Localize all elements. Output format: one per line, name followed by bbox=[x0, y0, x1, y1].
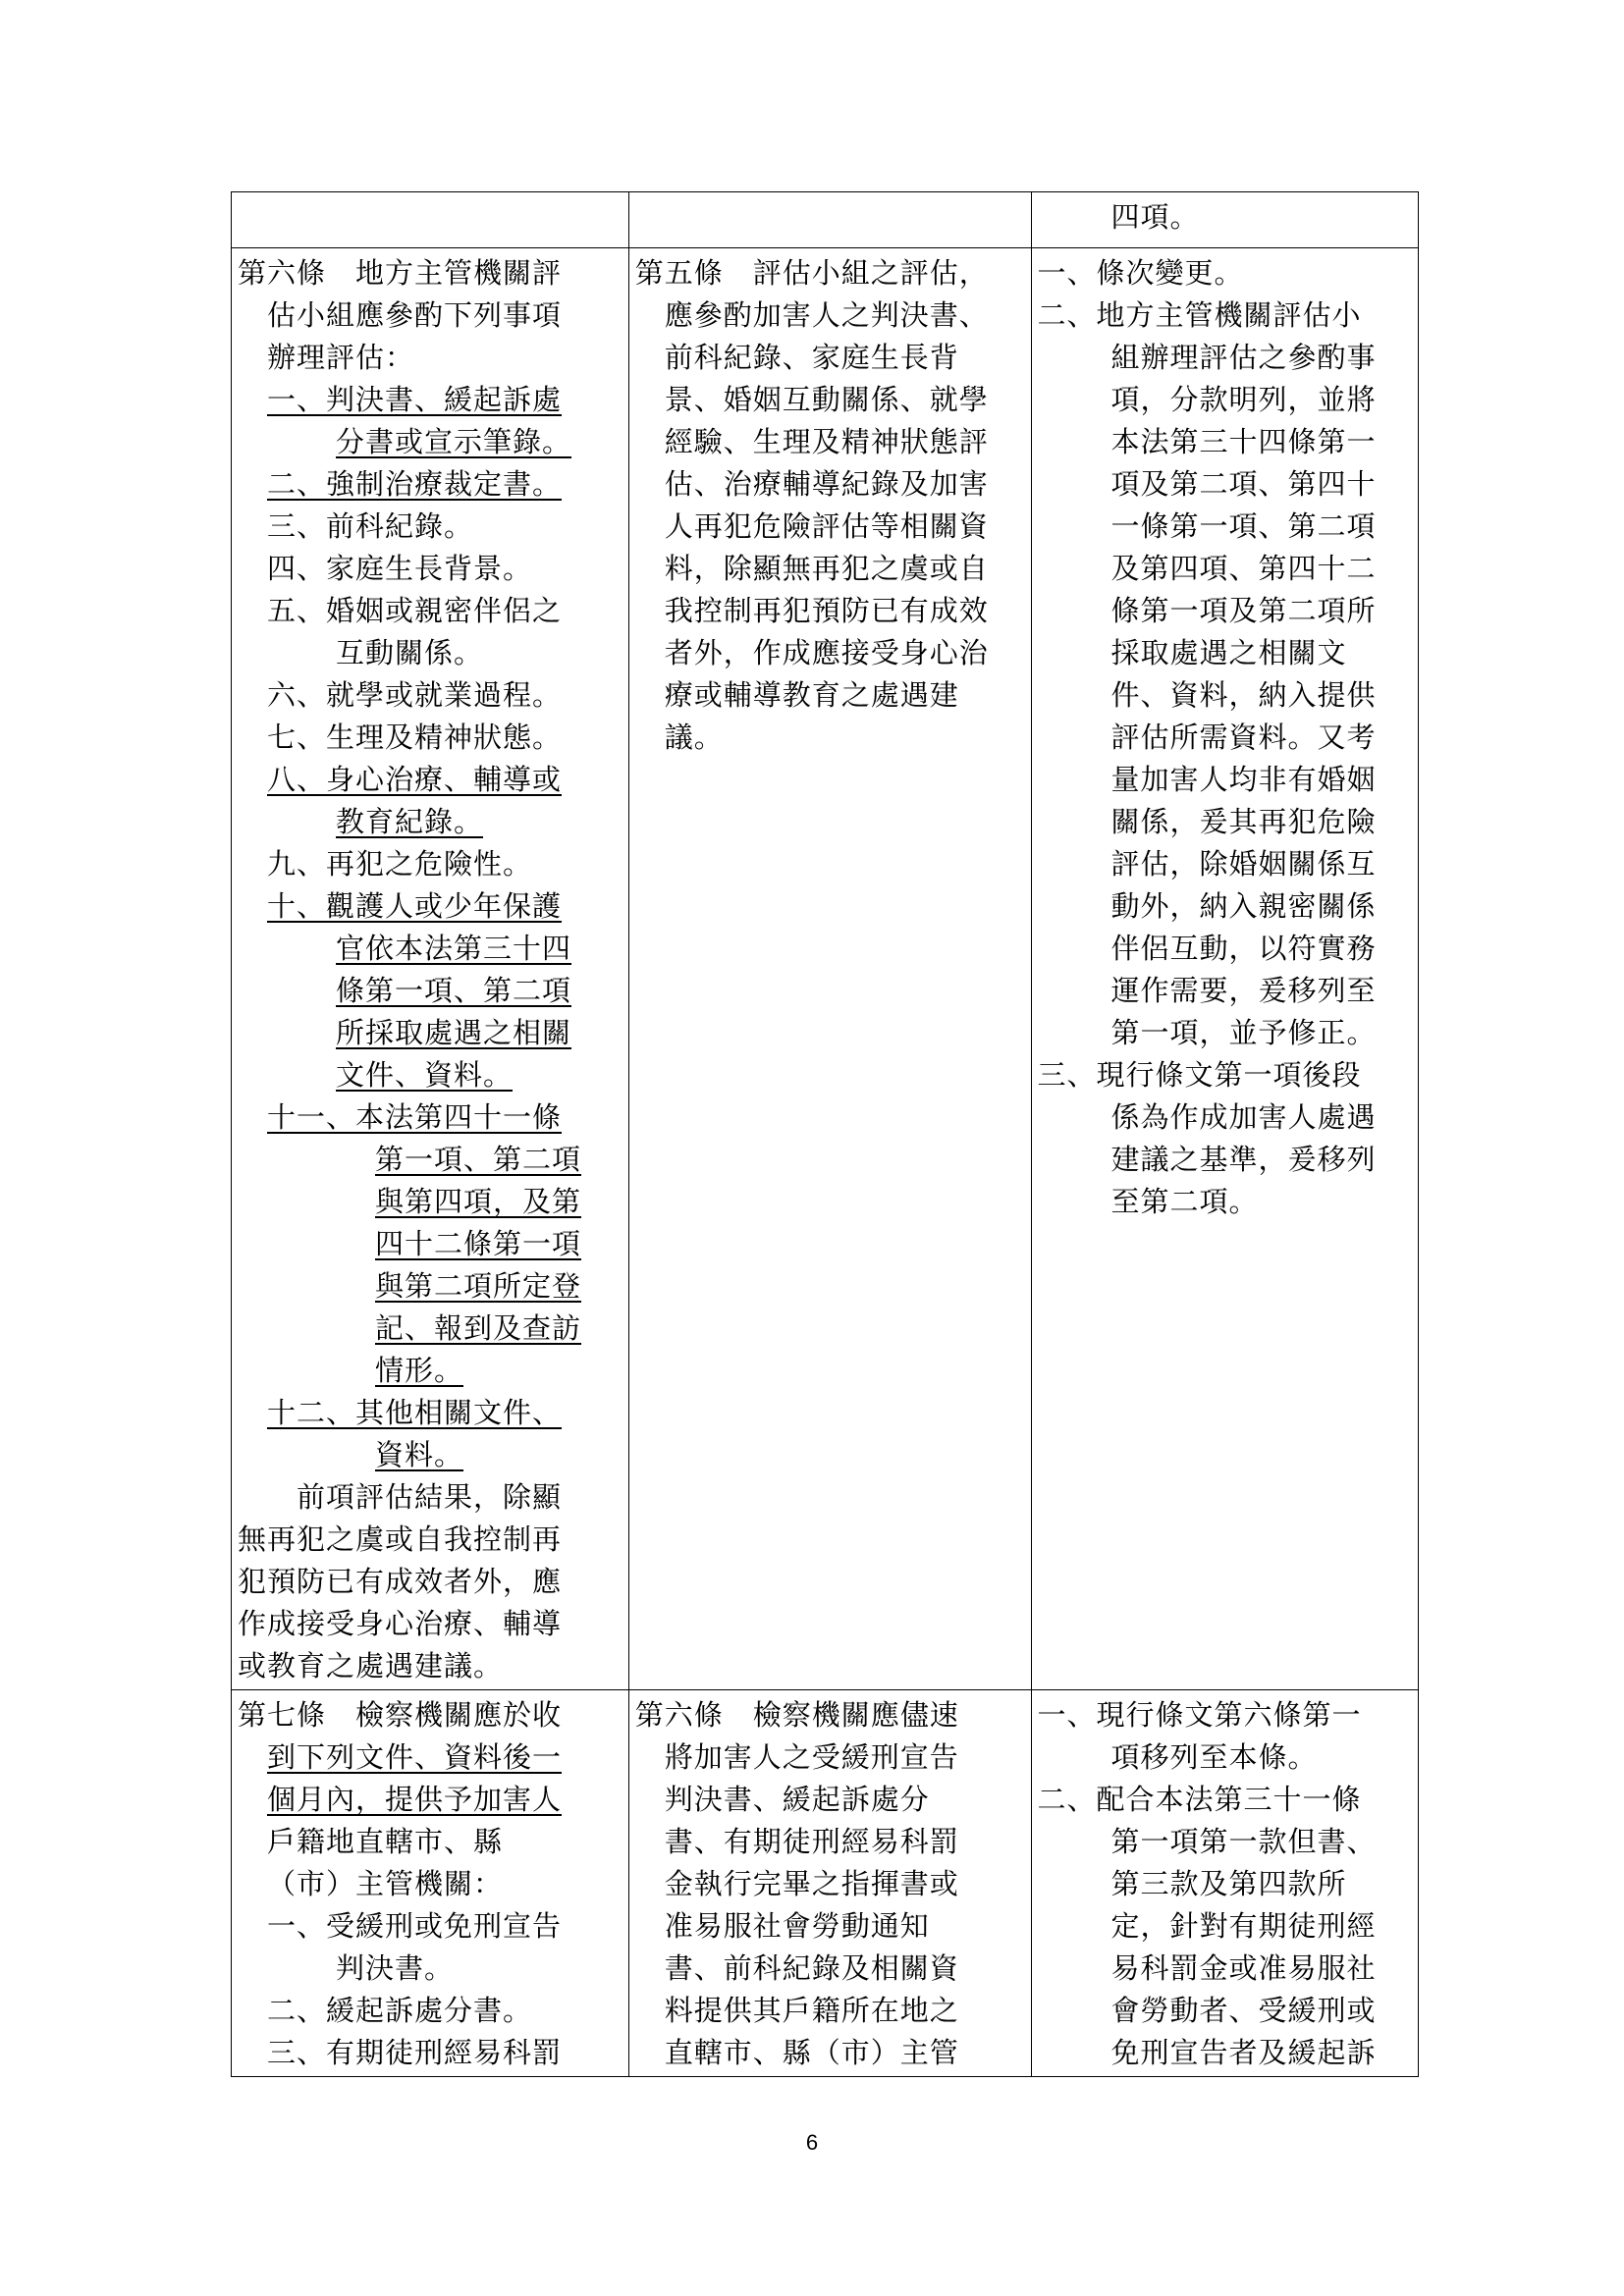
text-span: 一、現行條文第六條第一 bbox=[1037, 1698, 1362, 1732]
text-line bbox=[1038, 1054, 1412, 1096]
text-line bbox=[635, 1736, 1025, 1779]
text-span: 與第二項所定登 bbox=[375, 1269, 582, 1303]
text-span: 我控制再犯預防已有成效 bbox=[664, 594, 989, 627]
text-line bbox=[238, 1181, 623, 1223]
text-span: 建議之基準，爰移列 bbox=[1110, 1143, 1377, 1176]
text-span: 第一項，並予修正。 bbox=[1110, 1016, 1377, 1049]
text-span: 七、生理及精神狀態。 bbox=[267, 721, 563, 754]
cell-current-article-6 bbox=[628, 1690, 1031, 2077]
text-line bbox=[1038, 632, 1412, 674]
cell-current-empty bbox=[628, 192, 1031, 248]
text-line bbox=[1038, 1736, 1412, 1779]
text-line bbox=[1038, 1863, 1412, 1905]
text-span: 二、地方主管機關評估小 bbox=[1037, 298, 1362, 332]
text-span: 書、有期徒刑經易科罰 bbox=[664, 1825, 959, 1858]
text-span: 九、再犯之危險性。 bbox=[267, 847, 533, 881]
text-line bbox=[238, 1603, 623, 1645]
text-line bbox=[238, 548, 623, 590]
cell-explanation-article-6 bbox=[1031, 248, 1418, 1690]
text-line bbox=[1038, 928, 1412, 970]
text-span: 免刑宣告者及緩起訴 bbox=[1110, 2036, 1377, 2069]
text-line bbox=[238, 717, 623, 759]
page-number: 6 bbox=[805, 2130, 819, 2155]
text-span: 十、觀護人或少年保護 bbox=[267, 889, 563, 923]
text-line bbox=[1038, 1012, 1412, 1054]
text-line bbox=[238, 1096, 623, 1139]
text-line bbox=[635, 548, 1025, 590]
text-span: 運作需要，爰移列至 bbox=[1110, 974, 1377, 1007]
text-line bbox=[635, 294, 1025, 337]
table-row-article-7 bbox=[232, 1690, 1419, 2077]
text-line bbox=[1038, 590, 1412, 632]
text-span: 將加害人之受緩刑宣告 bbox=[664, 1740, 959, 1774]
text-line bbox=[238, 1779, 623, 1821]
text-span: 辦理評估： bbox=[267, 341, 415, 374]
text-span: 或教育之處遇建議。 bbox=[238, 1649, 504, 1682]
text-span: 六、就學或就業過程。 bbox=[267, 678, 563, 712]
text-span: 判決書。 bbox=[336, 1951, 455, 1985]
text-line bbox=[635, 1990, 1025, 2032]
text-span: 第一項第一款但書、 bbox=[1110, 1825, 1377, 1858]
text-line bbox=[1038, 379, 1412, 421]
text-line bbox=[1038, 337, 1412, 379]
text-span: 定，針對有期徒刑經 bbox=[1110, 1909, 1377, 1943]
text-line bbox=[1038, 970, 1412, 1012]
text-line bbox=[238, 1694, 623, 1736]
text-span: 無再犯之虞或自我控制再 bbox=[238, 1522, 563, 1556]
text-line bbox=[1038, 1779, 1412, 1821]
text-span: 所採取處遇之相關 bbox=[336, 1016, 572, 1049]
text-span: 官依本法第三十四 bbox=[336, 932, 572, 965]
text-span: 判決書、緩起訴處分 bbox=[664, 1783, 930, 1816]
text-span: 二、強制治療裁定書。 bbox=[267, 467, 563, 501]
text-span: 項，分款明列，並將 bbox=[1110, 383, 1377, 416]
text-span: 會勞動者、受緩刑或 bbox=[1110, 1994, 1377, 2027]
text-span: 第一項、第二項 bbox=[375, 1143, 582, 1176]
text-line bbox=[635, 674, 1025, 717]
text-line bbox=[1038, 1948, 1412, 1990]
text-line bbox=[238, 928, 623, 970]
text-span: 一、判決書、緩起訴處 bbox=[267, 383, 563, 416]
text-line bbox=[238, 506, 623, 548]
text-span: 第三款及第四款所 bbox=[1110, 1867, 1347, 1900]
text-line bbox=[238, 801, 623, 843]
text-span: 係為作成加害人處遇 bbox=[1110, 1100, 1377, 1134]
text-line bbox=[238, 2032, 623, 2074]
text-span: 第六條 地方主管機關評 bbox=[238, 256, 563, 290]
text-line bbox=[238, 632, 623, 674]
text-line bbox=[1038, 717, 1412, 759]
text-span: 療或輔導教育之處遇建 bbox=[664, 678, 959, 712]
text-line bbox=[635, 1821, 1025, 1863]
text-line bbox=[635, 717, 1025, 759]
text-span: 十二、其他相關文件、 bbox=[267, 1396, 563, 1429]
text-line bbox=[1038, 252, 1412, 294]
cell-amended-article-7 bbox=[232, 1690, 629, 2077]
text-line bbox=[1038, 674, 1412, 717]
text-span: 動外，納入親密關係 bbox=[1110, 889, 1377, 923]
text-span: 前科紀錄、家庭生長背 bbox=[664, 341, 959, 374]
text-span: 易科罰金或准易服社 bbox=[1110, 1951, 1377, 1985]
text-span: 戶籍地直轄市、縣 bbox=[267, 1825, 504, 1858]
text-span: 八、身心治療、輔導或 bbox=[267, 763, 563, 796]
text-span: 本法第三十四條第一 bbox=[1110, 425, 1377, 458]
text-line bbox=[238, 463, 623, 506]
text-line bbox=[238, 590, 623, 632]
text-span: 者外，作成應接受身心治 bbox=[664, 636, 989, 669]
cell-explanation-article-7 bbox=[1031, 1690, 1418, 2077]
text-line bbox=[1038, 506, 1412, 548]
text-span: （市）主管機關： bbox=[267, 1867, 504, 1900]
text-span: 十一、本法第四十一條 bbox=[267, 1100, 563, 1134]
text-span: 犯預防已有成效者外，應 bbox=[238, 1565, 563, 1598]
text-span: 組辦理評估之參酌事 bbox=[1110, 341, 1377, 374]
text-span: 一、條次變更。 bbox=[1037, 256, 1244, 290]
text-span: 資料。 bbox=[375, 1438, 464, 1471]
text-line bbox=[238, 1905, 623, 1948]
text-line bbox=[238, 1054, 623, 1096]
text-span: 景、婚姻互動關係、就學 bbox=[664, 383, 989, 416]
table-row-article-6 bbox=[232, 248, 1419, 1690]
text-line bbox=[238, 674, 623, 717]
text-line bbox=[238, 1012, 623, 1054]
comparison-table bbox=[231, 191, 1419, 2077]
text-line bbox=[238, 337, 623, 379]
text-span: 到下列文件、資料後一 bbox=[267, 1740, 563, 1774]
text-span: 作成接受身心治療、輔導 bbox=[238, 1607, 563, 1640]
text-line bbox=[635, 1863, 1025, 1905]
text-line bbox=[238, 1434, 623, 1476]
text-line bbox=[1038, 843, 1412, 885]
table-row-continuation bbox=[232, 192, 1419, 248]
text-span: 及第四項、第四十二 bbox=[1110, 552, 1377, 585]
text-line bbox=[238, 759, 623, 801]
text-line bbox=[635, 252, 1025, 294]
text-span: 文件、資料。 bbox=[336, 1058, 514, 1092]
text-span: 二、緩起訴處分書。 bbox=[267, 1994, 533, 2027]
text-span: 准易服社會勞動通知 bbox=[664, 1909, 930, 1943]
text-span: 金執行完畢之指揮書或 bbox=[664, 1867, 959, 1900]
text-span: 評估所需資料。又考 bbox=[1110, 721, 1377, 754]
text-span: 經驗、生理及精神狀態評 bbox=[664, 425, 989, 458]
text-line bbox=[635, 632, 1025, 674]
text-span: 記、報到及查訪 bbox=[375, 1311, 582, 1345]
text-span: 情形。 bbox=[375, 1354, 464, 1387]
cell-explanation-continued bbox=[1031, 192, 1418, 248]
text-span: 二、配合本法第三十一條 bbox=[1037, 1783, 1362, 1816]
text-span: 至第二項。 bbox=[1110, 1185, 1259, 1218]
text-line bbox=[238, 1519, 623, 1561]
text-line bbox=[635, 590, 1025, 632]
text-span: 前項評估結果，除顯 bbox=[267, 1480, 563, 1514]
text-line bbox=[635, 379, 1025, 421]
text-line bbox=[1038, 1905, 1412, 1948]
text-line bbox=[238, 1392, 623, 1434]
cell-current-article-5 bbox=[628, 248, 1031, 1690]
text-span: 估、治療輔導紀錄及加害 bbox=[664, 467, 989, 501]
text-line bbox=[238, 885, 623, 928]
text-span: 項及第二項、第四十 bbox=[1110, 467, 1377, 501]
text-line bbox=[238, 1645, 623, 1687]
text-span: 三、有期徒刑經易科罰 bbox=[267, 2036, 563, 2069]
text-line bbox=[238, 1821, 623, 1863]
text-span: 四十二條第一項 bbox=[375, 1227, 582, 1260]
text-line bbox=[635, 1779, 1025, 1821]
text-line bbox=[238, 379, 623, 421]
text-span: 三、現行條文第一項後段 bbox=[1037, 1058, 1362, 1092]
text-span: 第六條 檢察機關應儘速 bbox=[634, 1698, 959, 1732]
text-line bbox=[1038, 294, 1412, 337]
text-line bbox=[238, 1990, 623, 2032]
text-line bbox=[238, 294, 623, 337]
text-span: 第七條 檢察機關應於收 bbox=[238, 1698, 563, 1732]
text-span: 五、婚姻或親密伴侶之 bbox=[267, 594, 563, 627]
text-span: 件、資料，納入提供 bbox=[1110, 678, 1377, 712]
text-span: 量加害人均非有婚姻 bbox=[1110, 763, 1377, 796]
text-span: 料，除顯無再犯之虞或自 bbox=[664, 552, 989, 585]
explanation-line: 四項。 bbox=[1110, 200, 1200, 234]
text-line bbox=[238, 1948, 623, 1990]
text-line bbox=[1038, 463, 1412, 506]
text-line bbox=[1038, 1181, 1412, 1223]
text-span: 條第一項、第二項 bbox=[336, 974, 572, 1007]
text-line bbox=[238, 252, 623, 294]
text-line bbox=[1038, 1990, 1412, 2032]
text-line bbox=[238, 421, 623, 463]
text-line bbox=[238, 1223, 623, 1265]
text-span: 人再犯危險評估等相關資 bbox=[664, 509, 989, 543]
text-line bbox=[635, 1694, 1025, 1736]
text-span: 項移列至本條。 bbox=[1110, 1740, 1318, 1774]
text-line bbox=[238, 1863, 623, 1905]
text-line bbox=[238, 1139, 623, 1181]
text-line bbox=[238, 1308, 623, 1350]
text-span: 一條第一項、第二項 bbox=[1110, 509, 1377, 543]
text-line bbox=[1038, 1139, 1412, 1181]
text-span: 估小組應參酌下列事項 bbox=[267, 298, 563, 332]
text-line bbox=[238, 1736, 623, 1779]
text-span: 四、家庭生長背景。 bbox=[267, 552, 533, 585]
text-span: 採取處遇之相關文 bbox=[1110, 636, 1347, 669]
text-line bbox=[1038, 548, 1412, 590]
text-line bbox=[1038, 759, 1412, 801]
cell-amended-article-6 bbox=[232, 248, 629, 1690]
text-line bbox=[1038, 1821, 1412, 1863]
text-line bbox=[635, 463, 1025, 506]
cell-amended-empty bbox=[232, 192, 629, 248]
text-span: 評估，除婚姻關係互 bbox=[1110, 847, 1377, 881]
text-span: 互動關係。 bbox=[336, 636, 484, 669]
text-span: 一、受緩刑或免刑宣告 bbox=[267, 1909, 563, 1943]
text-line bbox=[238, 1561, 623, 1603]
text-line bbox=[238, 1265, 623, 1308]
text-span: 伴侶互動，以符實務 bbox=[1110, 932, 1377, 965]
text-line bbox=[635, 1905, 1025, 1948]
text-span: 應參酌加害人之判決書、 bbox=[664, 298, 989, 332]
text-line bbox=[1038, 1694, 1412, 1736]
text-line bbox=[1038, 801, 1412, 843]
text-line bbox=[635, 2032, 1025, 2074]
text-line bbox=[1038, 885, 1412, 928]
text-line bbox=[1038, 1096, 1412, 1139]
text-line bbox=[635, 506, 1025, 548]
text-line bbox=[635, 1948, 1025, 1990]
text-line bbox=[635, 337, 1025, 379]
text-span: 條第一項及第二項所 bbox=[1110, 594, 1377, 627]
text-span: 書、前科紀錄及相關資 bbox=[664, 1951, 959, 1985]
text-span: 議。 bbox=[664, 721, 724, 754]
text-span: 直轄市、縣（市）主管 bbox=[664, 2036, 959, 2069]
text-line bbox=[238, 970, 623, 1012]
text-line bbox=[238, 843, 623, 885]
text-line bbox=[1038, 2032, 1412, 2074]
text-line bbox=[238, 1350, 623, 1392]
text-span: 個月內，提供予加害人 bbox=[267, 1783, 563, 1816]
text-span: 第五條 評估小組之評估， bbox=[634, 256, 989, 290]
text-line bbox=[635, 421, 1025, 463]
text-span: 分書或宣示筆錄。 bbox=[336, 425, 572, 458]
text-span: 與第四項，及第 bbox=[375, 1185, 582, 1218]
text-span: 三、前科紀錄。 bbox=[267, 509, 474, 543]
text-line bbox=[238, 1476, 623, 1519]
text-span: 關係，爰其再犯危險 bbox=[1110, 805, 1377, 838]
text-span: 教育紀錄。 bbox=[336, 805, 484, 838]
text-line bbox=[1038, 421, 1412, 463]
text-span: 料提供其戶籍所在地之 bbox=[664, 1994, 959, 2027]
